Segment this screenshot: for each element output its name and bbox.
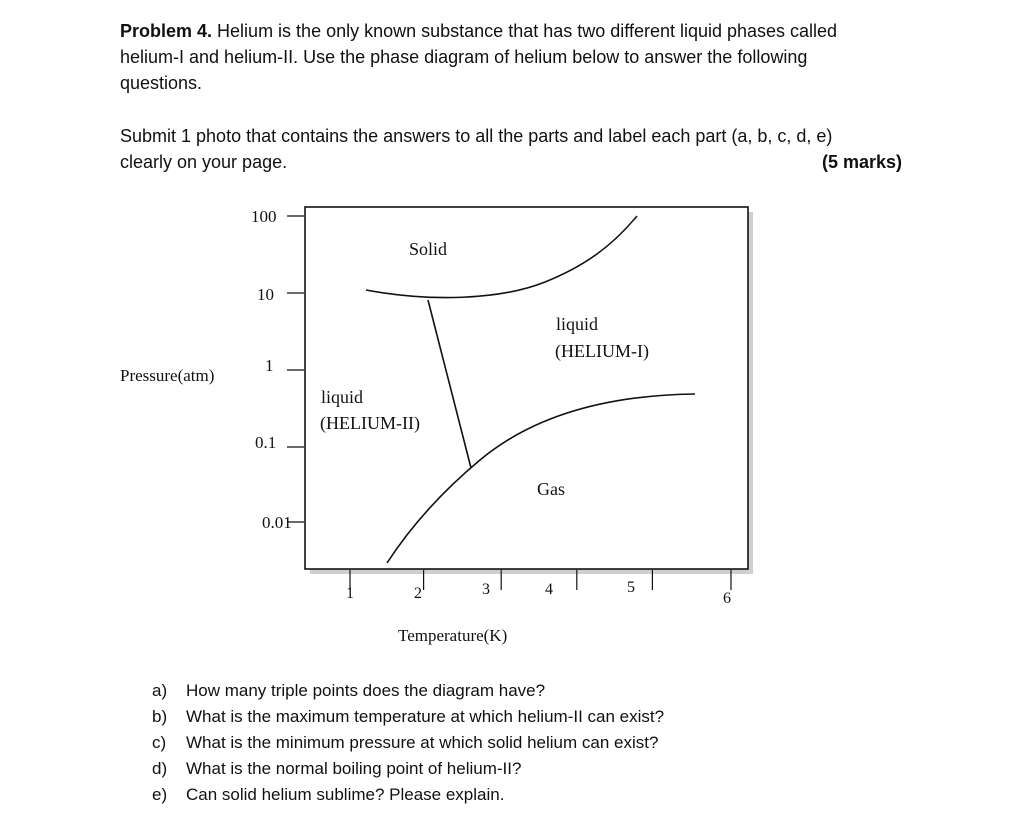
x-axis-ticks [346,570,731,607]
y-tick-label: 100 [251,207,277,226]
problem-text-line-1: Helium is the only known substance that has two different liquid phases called [217,21,838,41]
question-item [152,704,664,730]
question-letter: a) [152,681,168,700]
region-gas-label: Gas [537,479,565,499]
question-text: What is the normal boiling point of helium-II? [186,759,522,778]
problem-text-line-2: helium-I and helium-II. Use the phase diagram of helium below to answer the following [120,47,808,67]
y-axis-ticks [251,207,304,532]
submit-line-1: Submit 1 photo that contains the answers to all the parts and label each part (a, b, c, d, e) [120,126,833,146]
x-tick-label: 5 [627,579,635,596]
submit-line-2: clearly on your page. [120,152,288,172]
x-tick-label: 3 [482,581,490,598]
question-text: How many triple points does the diagram have? [186,681,546,700]
question-text: What is the minimum pressure at which solid helium can exist? [186,733,659,752]
question-text: What is the maximum temperature at which helium-II can exist? [186,707,665,726]
y-tick-label: 0.01 [262,513,292,532]
question-letter: e) [152,785,168,804]
question-list [152,678,664,808]
question-letter: b) [152,707,168,726]
x-axis-label: Temperature(K) [398,626,508,645]
question-item [152,782,664,808]
x-tick-label: 1 [346,585,354,602]
y-tick-label: 1 [265,356,274,375]
problem-heading: Problem 4. [120,21,213,41]
y-axis-label: Pressure(atm) [120,366,215,385]
region-helium-ii-label: liquid [321,387,364,407]
question-letter: c) [152,733,167,752]
y-tick-label: 0.1 [255,433,277,452]
region-helium-ii-sublabel: (HELIUM-II) [320,413,420,433]
region-helium-i-label: liquid [556,314,599,334]
region-solid-label: Solid [409,239,448,259]
question-item [152,678,664,704]
question-item [152,730,664,756]
question-item [152,756,664,782]
x-tick-label: 4 [545,581,553,598]
question-text: Can solid helium sublime? Please explain. [186,785,505,804]
region-helium-i-sublabel: (HELIUM-I) [555,341,649,361]
problem-text-line-3: questions. [120,73,203,93]
x-tick-label: 2 [414,585,422,602]
plot-frame [305,207,748,569]
x-tick-label: 6 [723,590,731,607]
question-letter: d) [152,759,168,778]
marks-label: (5 marks) [821,152,902,172]
y-tick-label: 10 [257,285,274,304]
